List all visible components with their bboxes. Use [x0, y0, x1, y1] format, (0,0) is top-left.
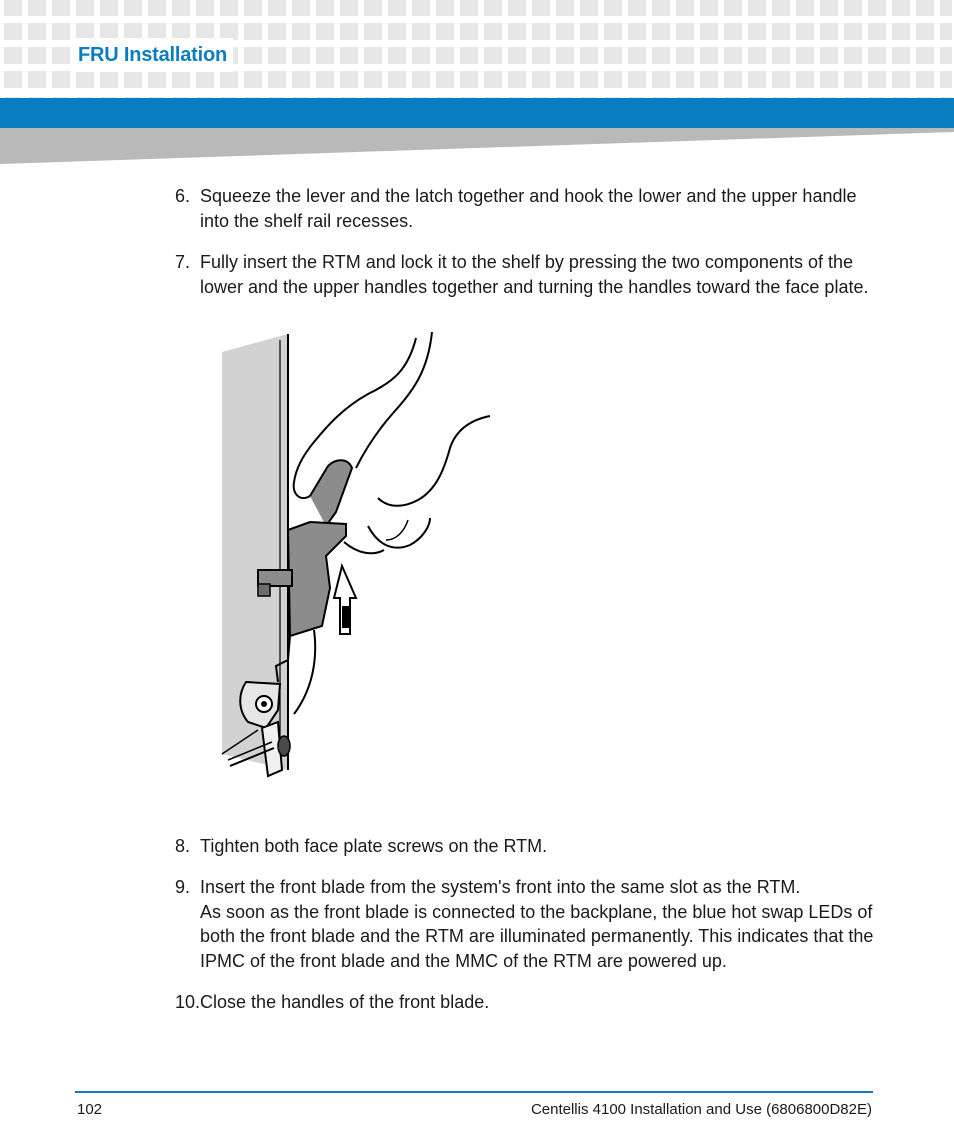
step-number: 10. — [175, 992, 201, 1012]
step-number: 8. — [175, 836, 191, 856]
header-gray-wedge — [0, 128, 954, 164]
step-6 — [175, 184, 875, 233]
rtm-handle-illustration — [218, 330, 508, 790]
page-number: 102 — [77, 1101, 103, 1118]
step-number: 7. — [175, 252, 191, 272]
section-title: FRU Installation — [72, 38, 233, 72]
step-text: Close the handles of the front blade. — [200, 992, 490, 1012]
step-8 — [175, 834, 875, 859]
step-7 — [175, 250, 875, 299]
step-text: Tighten both face plate screws on the RTM. — [200, 836, 548, 856]
step-text: Squeeze the lever and the latch together and hook the lower and the upper handle into the shelf rail recesses. — [200, 186, 857, 231]
step-text: Insert the front blade from the system's front into the same slot as the RTM. — [200, 877, 801, 897]
step-text: Fully insert the RTM and lock it to the shelf by pressing the two components of the lower and the upper handles together and turning the handles toward the face plate. — [200, 252, 869, 297]
step-9 — [175, 875, 875, 973]
document-title: Centellis 4100 Installation and Use (6806800D82E) — [530, 1101, 872, 1118]
header-blue-bar — [0, 98, 954, 128]
step-number: 6. — [175, 186, 191, 206]
footer-divider — [75, 1091, 873, 1093]
step-number: 9. — [175, 877, 191, 897]
step-10 — [175, 990, 875, 1015]
step-subtext: As soon as the front blade is connected to the backplane, the blue hot swap LEDs of both the front blade and the RTM are illuminated permanently. This indicates that the IPMC of the front blade and the MMC of the RTM are powered up. — [200, 901, 874, 971]
